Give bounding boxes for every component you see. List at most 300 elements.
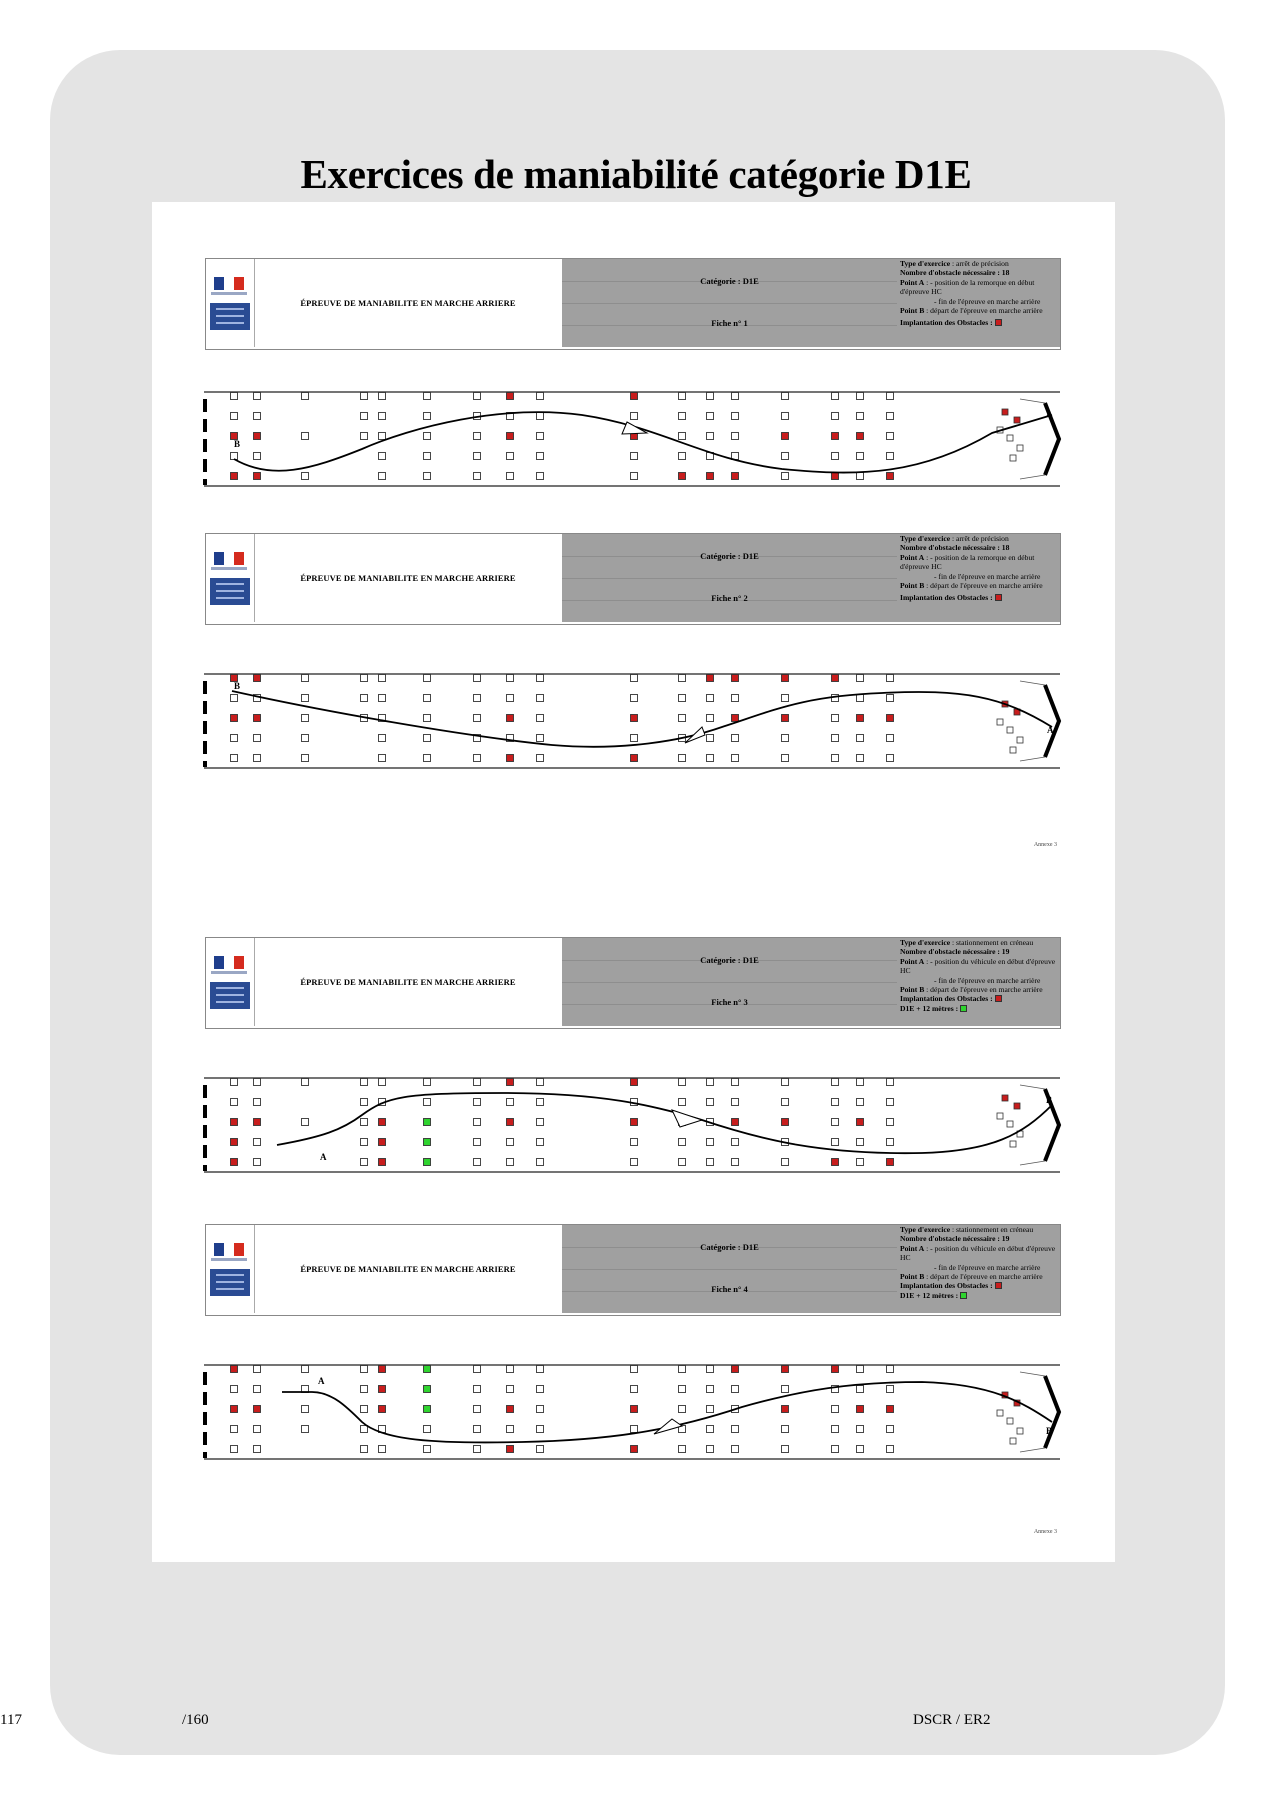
exercise-info: Type d'exercice : stationnement en créneau Nombre d'obstacle nécessaire : 19 Point A : - position du véhicule en début d'épreuve HC - fin de l'épreuve en marche arrière Point B : départ de l'épreuve en marche arrière Implantation des Obstacles : D1E + 12 mètres :: [897, 938, 1060, 1026]
red-obstacle-legend-icon: [995, 995, 1002, 1002]
obstacle-cone: [887, 1366, 894, 1373]
obstacle-cone-red: [707, 473, 714, 480]
obstacle-cone: [887, 1079, 894, 1086]
point-label-left: B: [234, 681, 241, 691]
obstacle-cone: [254, 453, 261, 460]
obstacle-cone: [782, 735, 789, 742]
green-obstacle-legend-icon: [960, 1005, 967, 1012]
obstacle-cone: [707, 1446, 714, 1453]
republique-logo: [206, 1225, 255, 1313]
obstacle-cone: [707, 1406, 714, 1413]
exercise-info: Type d'exercice : stationnement en créneau Nombre d'obstacle nécessaire : 19 Point A : - position du véhicule en début d'épreuve HC - fin de l'épreuve en marche arrière Point B : départ de l'épreuve en marche arrière Implantation des Obstacles : D1E + 12 mètres :: [897, 1225, 1060, 1313]
obstacle-cone: [857, 1386, 864, 1393]
obstacle-cone-red: [1002, 1095, 1008, 1101]
obstacle-cone-red: [732, 675, 739, 682]
obstacle-cone: [361, 1159, 368, 1166]
point-label-right: A: [1047, 725, 1054, 735]
obstacle-cone: [507, 1366, 514, 1373]
obstacle-cone: [782, 393, 789, 400]
obstacle-cone: [361, 1386, 368, 1393]
obstacle-cone: [424, 735, 431, 742]
obstacle-cone: [379, 1446, 386, 1453]
obstacle-cone: [361, 1139, 368, 1146]
obstacle-cone: [1007, 727, 1013, 733]
point-label-left: A: [318, 1376, 325, 1386]
obstacle-cone: [424, 675, 431, 682]
obstacle-cone: [857, 473, 864, 480]
obstacle-cone: [474, 1139, 481, 1146]
obstacle-cone-red: [254, 1119, 261, 1126]
obstacle-cone: [361, 1099, 368, 1106]
point-label-right: A: [1046, 409, 1053, 419]
obstacle-cone: [474, 393, 481, 400]
obstacle-cone: [537, 413, 544, 420]
obstacle-cone: [679, 393, 686, 400]
direction-arrow-icon: [622, 422, 647, 434]
obstacle-cone: [379, 675, 386, 682]
obstacle-cone: [254, 413, 261, 420]
obstacle-cone: [857, 1159, 864, 1166]
obstacle-cone: [507, 473, 514, 480]
obstacle-cone: [424, 1079, 431, 1086]
obstacle-cone: [707, 393, 714, 400]
obstacle-cone-red: [254, 433, 261, 440]
obstacle-cone: [832, 413, 839, 420]
obstacle-cone: [537, 1159, 544, 1166]
ministere-logo: [210, 982, 250, 1009]
obstacle-cone: [832, 755, 839, 762]
flag-icon: [214, 1243, 244, 1256]
obstacle-cone: [537, 715, 544, 722]
obstacle-cone-red: [254, 1406, 261, 1413]
obstacle-cone-red: [507, 1446, 514, 1453]
obstacle-cone: [302, 473, 309, 480]
fiche-number: Fiche n° 4: [711, 1284, 748, 1294]
obstacle-cone: [537, 1426, 544, 1433]
obstacle-cone-red: [507, 755, 514, 762]
obstacle-cone: [1017, 737, 1023, 743]
obstacle-cone-red: [507, 433, 514, 440]
obstacle-cone: [537, 433, 544, 440]
obstacle-cone: [832, 715, 839, 722]
obstacle-cone: [231, 1386, 238, 1393]
obstacle-cone: [679, 413, 686, 420]
obstacle-cone: [997, 719, 1003, 725]
obstacle-cone: [1017, 445, 1023, 451]
obstacle-cone: [679, 1366, 686, 1373]
obstacle-cone-red: [782, 433, 789, 440]
obstacle-cone: [887, 695, 894, 702]
obstacle-cone: [782, 1099, 789, 1106]
obstacle-cone: [537, 755, 544, 762]
obstacle-cone: [474, 1446, 481, 1453]
obstacle-cone: [474, 1079, 481, 1086]
obstacle-cone: [732, 755, 739, 762]
obstacle-cone: [732, 1139, 739, 1146]
obstacle-cone: [424, 473, 431, 480]
obstacle-cone: [1017, 1428, 1023, 1434]
obstacle-cone: [379, 473, 386, 480]
obstacle-cone: [887, 413, 894, 420]
obstacle-cone: [254, 1366, 261, 1373]
obstacle-cone: [507, 1139, 514, 1146]
obstacle-cone-red: [507, 1079, 514, 1086]
epreuve-title: ÉPREUVE DE MANIABILITE EN MARCHE ARRIERE: [254, 1225, 563, 1313]
trajectory-path: [232, 691, 1052, 747]
categorie-label: Catégorie : D1E: [700, 1242, 759, 1252]
obstacle-cone: [707, 433, 714, 440]
obstacle-cone: [507, 453, 514, 460]
obstacle-cone: [361, 413, 368, 420]
obstacle-cone: [474, 1159, 481, 1166]
obstacle-cone: [424, 433, 431, 440]
obstacle-cone: [887, 1386, 894, 1393]
obstacle-cone-red: [379, 1159, 386, 1166]
obstacle-cone-red: [782, 1119, 789, 1126]
obstacle-cone: [254, 1139, 261, 1146]
obstacle-cone: [782, 695, 789, 702]
obstacle-cone: [679, 1139, 686, 1146]
obstacle-cone: [379, 393, 386, 400]
obstacle-cone: [631, 413, 638, 420]
obstacle-cone-red: [231, 1366, 238, 1373]
obstacle-cone: [231, 1099, 238, 1106]
obstacle-cone: [379, 695, 386, 702]
obstacle-cone: [832, 1079, 839, 1086]
obstacle-cone-red: [887, 1159, 894, 1166]
obstacle-cone: [679, 433, 686, 440]
obstacle-cone: [424, 1446, 431, 1453]
obstacle-cone-red: [254, 715, 261, 722]
obstacle-cone: [679, 1159, 686, 1166]
obstacle-cone-red: [631, 1446, 638, 1453]
document-reference: DSCR / ER2: [913, 1712, 991, 1728]
obstacle-cone-red: [231, 1139, 238, 1146]
epreuve-title: ÉPREUVE DE MANIABILITE EN MARCHE ARRIERE: [254, 938, 563, 1026]
obstacle-cone: [997, 1410, 1003, 1416]
obstacle-cone: [507, 1426, 514, 1433]
obstacle-cone: [732, 413, 739, 420]
obstacle-cone-red: [507, 1119, 514, 1126]
obstacle-cone: [782, 1159, 789, 1166]
epreuve-title: ÉPREUVE DE MANIABILITE EN MARCHE ARRIERE: [254, 259, 563, 347]
obstacle-cone: [732, 1446, 739, 1453]
obstacle-cone: [832, 1426, 839, 1433]
obstacle-cone: [254, 1426, 261, 1433]
red-obstacle-legend-icon: [995, 319, 1002, 326]
obstacle-cone: [887, 393, 894, 400]
obstacle-cone: [631, 695, 638, 702]
obstacle-cone: [424, 1099, 431, 1106]
point-label-right: B: [1046, 1426, 1053, 1436]
obstacle-cone-red: [782, 1406, 789, 1413]
obstacle-cone: [857, 1099, 864, 1106]
obstacle-cone-red: [832, 433, 839, 440]
obstacle-cone: [1007, 435, 1013, 441]
obstacle-cone: [832, 1099, 839, 1106]
diagram-fiche-2: [202, 671, 1062, 771]
obstacle-cone: [732, 1079, 739, 1086]
obstacle-cone: [1010, 1438, 1016, 1444]
obstacle-cone: [707, 1139, 714, 1146]
obstacle-cone: [254, 1079, 261, 1086]
obstacle-cone: [857, 675, 864, 682]
annexe-label: Annexe 3: [1033, 842, 1057, 848]
obstacle-cone: [302, 715, 309, 722]
trajectory-path: [234, 412, 1052, 472]
obstacle-cone-green: [424, 1159, 431, 1166]
obstacle-cone: [887, 1426, 894, 1433]
obstacle-cone: [254, 1386, 261, 1393]
obstacle-cone: [231, 1079, 238, 1086]
obstacle-cone: [887, 433, 894, 440]
obstacle-cone: [254, 393, 261, 400]
obstacle-cone-red: [507, 393, 514, 400]
obstacle-cone: [507, 1099, 514, 1106]
obstacle-cone: [424, 1426, 431, 1433]
obstacle-cone: [361, 695, 368, 702]
obstacle-cone: [254, 735, 261, 742]
obstacle-cone: [537, 1079, 544, 1086]
obstacle-cone: [537, 453, 544, 460]
diagram-fiche-1: [202, 389, 1062, 489]
obstacle-cone: [537, 1366, 544, 1373]
obstacle-cone: [474, 1426, 481, 1433]
obstacle-cone: [631, 453, 638, 460]
obstacle-cone-red: [507, 715, 514, 722]
obstacle-cone: [997, 1113, 1003, 1119]
obstacle-cone: [631, 1366, 638, 1373]
fiche-number: Fiche n° 3: [711, 997, 748, 1007]
obstacle-cone: [379, 453, 386, 460]
obstacle-cone: [679, 1406, 686, 1413]
flag-icon: [214, 277, 244, 290]
obstacle-cone: [782, 755, 789, 762]
header-fiche-4: [205, 1224, 1061, 1316]
obstacle-cone: [887, 755, 894, 762]
obstacle-cone: [474, 675, 481, 682]
obstacle-cone-green: [424, 1139, 431, 1146]
obstacle-cone: [537, 1139, 544, 1146]
obstacle-cone-green: [424, 1386, 431, 1393]
obstacle-cone: [424, 413, 431, 420]
category-panel: [562, 938, 897, 1026]
obstacle-cone: [254, 755, 261, 762]
obstacle-cone: [302, 393, 309, 400]
obstacle-cone: [707, 413, 714, 420]
obstacle-cone: [1010, 455, 1016, 461]
obstacle-cone-red: [507, 1406, 514, 1413]
obstacle-cone-red: [254, 473, 261, 480]
obstacle-cone: [732, 1386, 739, 1393]
obstacle-cone: [254, 1099, 261, 1106]
obstacle-cone: [302, 1079, 309, 1086]
obstacle-cone-red: [857, 715, 864, 722]
obstacle-cone: [361, 1406, 368, 1413]
obstacle-cone: [832, 393, 839, 400]
obstacle-cone: [361, 393, 368, 400]
obstacle-cone: [857, 453, 864, 460]
obstacle-cone-red: [887, 1406, 894, 1413]
obstacle-cone-red: [887, 473, 894, 480]
obstacle-cone-red: [631, 715, 638, 722]
obstacle-cone: [707, 715, 714, 722]
republique-logo: [206, 534, 255, 622]
obstacle-cone: [782, 1386, 789, 1393]
obstacle-cone: [302, 1366, 309, 1373]
ministere-logo: [210, 303, 250, 330]
obstacle-cone: [302, 433, 309, 440]
obstacle-cone: [474, 715, 481, 722]
diagram-fiche-3: [202, 1075, 1062, 1175]
obstacle-cone: [474, 1099, 481, 1106]
obstacle-cone: [679, 675, 686, 682]
header-fiche-3: [205, 937, 1061, 1029]
obstacle-cone: [707, 695, 714, 702]
obstacle-cone: [832, 1119, 839, 1126]
category-panel: [562, 534, 897, 622]
obstacle-cone: [631, 735, 638, 742]
obstacle-cone: [537, 735, 544, 742]
obstacle-cone: [361, 1366, 368, 1373]
obstacle-cone: [1007, 1418, 1013, 1424]
obstacle-cone: [732, 393, 739, 400]
obstacle-cone: [537, 1446, 544, 1453]
obstacle-cone-red: [857, 1119, 864, 1126]
red-obstacle-legend-icon: [995, 594, 1002, 601]
obstacle-cone: [537, 675, 544, 682]
obstacle-cone-red: [231, 1119, 238, 1126]
obstacle-cone-red: [732, 715, 739, 722]
obstacle-cone: [302, 1406, 309, 1413]
obstacle-cone: [1007, 1121, 1013, 1127]
obstacle-cone: [782, 413, 789, 420]
page-total: /160: [182, 1712, 209, 1728]
obstacle-cone: [231, 1426, 238, 1433]
obstacle-cone: [679, 1079, 686, 1086]
direction-arrow-icon: [654, 1419, 682, 1434]
obstacle-cone: [707, 1099, 714, 1106]
obstacle-cone: [679, 1099, 686, 1106]
obstacle-cone: [631, 1426, 638, 1433]
obstacle-cone-green: [424, 1406, 431, 1413]
point-label-left: B: [234, 439, 241, 449]
obstacle-cone: [707, 1366, 714, 1373]
point-label-left: A: [320, 1152, 327, 1162]
obstacle-cone: [832, 1406, 839, 1413]
obstacle-cone: [679, 1446, 686, 1453]
page-number: 117: [0, 1712, 22, 1728]
obstacle-cone-red: [231, 1406, 238, 1413]
obstacle-cone: [231, 735, 238, 742]
ministere-logo: [210, 1269, 250, 1296]
obstacle-cone-green: [424, 1119, 431, 1126]
obstacle-cone: [631, 1386, 638, 1393]
obstacle-cone-red: [379, 1119, 386, 1126]
annexe-label: Annexe 3: [1033, 1529, 1057, 1535]
obstacle-cone: [679, 755, 686, 762]
obstacle-cone-red: [679, 473, 686, 480]
obstacle-cone: [679, 715, 686, 722]
diagram-fiche-4: [202, 1362, 1062, 1462]
obstacle-cone-red: [379, 1386, 386, 1393]
obstacle-cone: [679, 695, 686, 702]
obstacle-cone: [631, 675, 638, 682]
obstacle-cone: [707, 735, 714, 742]
obstacle-cone-red: [707, 675, 714, 682]
obstacle-cone: [302, 695, 309, 702]
obstacle-cone: [379, 1079, 386, 1086]
obstacle-cone: [732, 695, 739, 702]
obstacle-cone-red: [1014, 417, 1020, 423]
obstacle-cone: [707, 755, 714, 762]
obstacle-cone: [302, 1426, 309, 1433]
obstacle-cone-red: [631, 1079, 638, 1086]
obstacle-cone-red: [732, 1119, 739, 1126]
obstacle-cone: [424, 715, 431, 722]
obstacle-cone-red: [379, 1366, 386, 1373]
obstacle-cone: [887, 735, 894, 742]
obstacle-cone: [732, 1099, 739, 1106]
obstacle-cone: [887, 1119, 894, 1126]
obstacle-cone: [537, 1099, 544, 1106]
obstacle-cone: [887, 453, 894, 460]
obstacle-cone: [361, 675, 368, 682]
republique-logo: [206, 938, 255, 1026]
direction-arrow-icon: [672, 1110, 702, 1127]
obstacle-cone: [231, 695, 238, 702]
obstacle-cone-red: [631, 393, 638, 400]
obstacle-cone: [537, 1119, 544, 1126]
obstacle-cone: [231, 1446, 238, 1453]
obstacle-cone-red: [631, 755, 638, 762]
obstacle-cone-red: [832, 1159, 839, 1166]
obstacle-cone: [732, 1426, 739, 1433]
obstacle-cone: [302, 675, 309, 682]
point-label-right: B: [1046, 1095, 1053, 1105]
fiche-number: Fiche n° 1: [711, 318, 748, 328]
obstacle-cone: [424, 393, 431, 400]
obstacle-cone: [231, 755, 238, 762]
obstacle-cone: [254, 1159, 261, 1166]
obstacle-cone-red: [231, 473, 238, 480]
obstacle-cone-red: [379, 1139, 386, 1146]
obstacle-cone: [361, 1446, 368, 1453]
obstacle-cone-red: [782, 715, 789, 722]
obstacle-cone-red: [782, 675, 789, 682]
exercise-info: Type d'exercice : arrêt de précision Nombre d'obstacle nécessaire : 18 Point A : - position de la remorque en début d'épreuve HC - fin de l'épreuve en marche arrière Point B : départ de l'épreuve en marche arrière Implantation des Obstacles :: [897, 534, 1060, 622]
obstacle-cone: [537, 695, 544, 702]
flag-icon: [214, 552, 244, 565]
obstacle-cone-red: [631, 1406, 638, 1413]
obstacle-cone: [707, 1426, 714, 1433]
obstacle-cone: [782, 1079, 789, 1086]
ministere-logo: [210, 578, 250, 605]
obstacle-cone-red: [231, 1159, 238, 1166]
obstacle-cone-red: [254, 675, 261, 682]
republique-logo: [206, 259, 255, 347]
obstacle-cone: [379, 735, 386, 742]
obstacle-cone: [631, 1159, 638, 1166]
obstacle-cone: [507, 695, 514, 702]
trajectory-path: [282, 1382, 1052, 1442]
obstacle-cone: [361, 433, 368, 440]
obstacle-cone: [302, 1119, 309, 1126]
obstacle-cone-red: [832, 473, 839, 480]
obstacle-cone: [857, 1079, 864, 1086]
obstacle-cone: [832, 453, 839, 460]
red-obstacle-legend-icon: [995, 1282, 1002, 1289]
